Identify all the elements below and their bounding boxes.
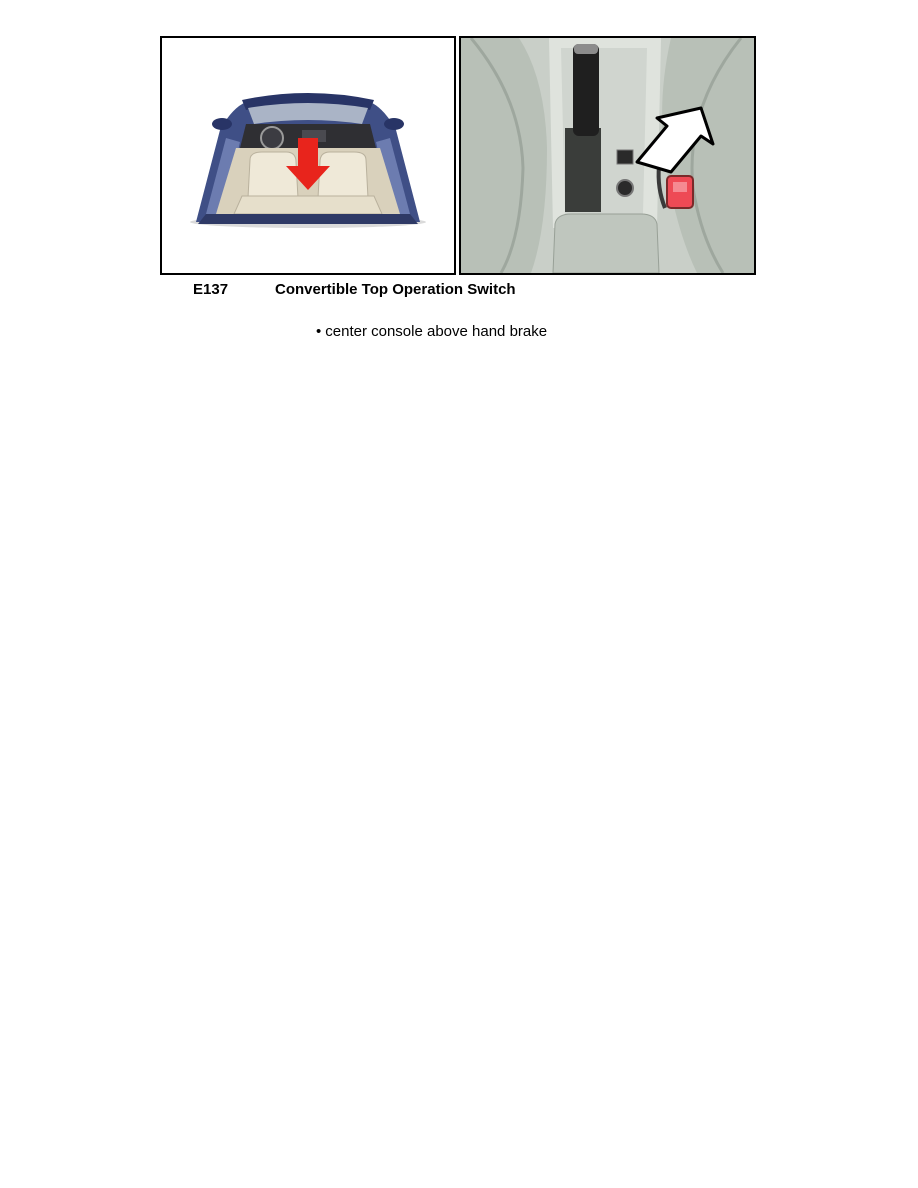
car-overview-figure <box>160 36 456 275</box>
console-closeup-figure <box>459 36 756 275</box>
location-text: center console above hand brake <box>325 323 548 340</box>
component-code: E137 <box>193 281 229 298</box>
convertible-car-overview-image <box>162 38 454 273</box>
component-title: Convertible Top Operation Switch <box>275 281 516 298</box>
location-description <box>316 323 547 341</box>
center-console-closeup-image <box>461 38 754 273</box>
bullet-icon: • <box>316 323 322 340</box>
